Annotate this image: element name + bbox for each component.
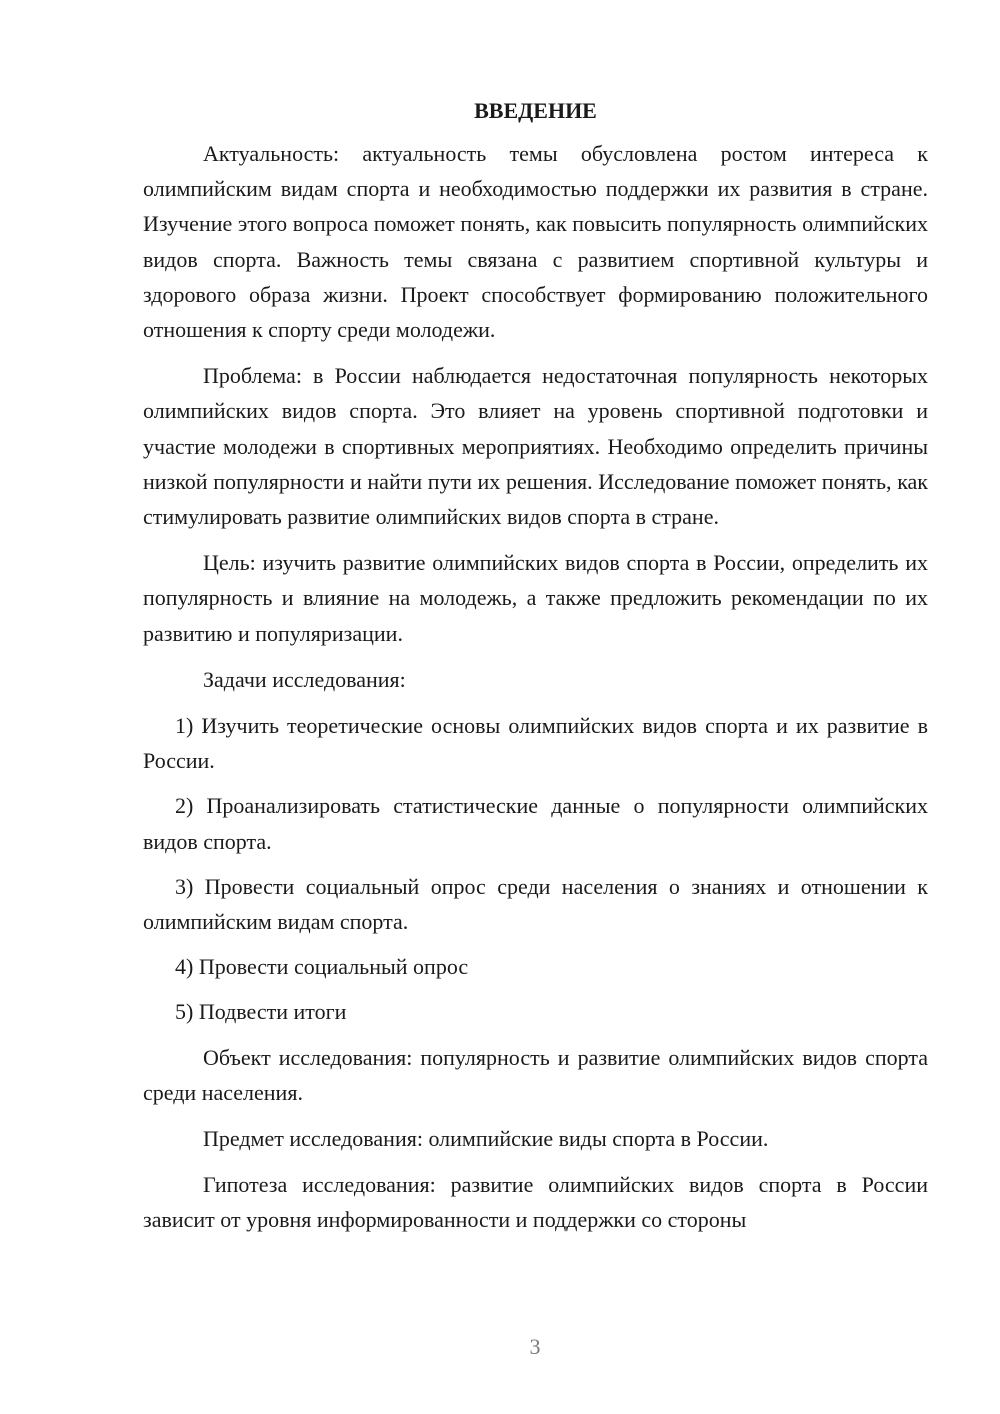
page-content	[143, 93, 928, 1249]
hypothesis-paragraph: Гипотеза исследования: развитие олимпийских видов спорта в России зависит от уровня информированности и поддержки со стороны	[143, 1172, 928, 1233]
task-item-4: 4) Провести социальный опрос	[175, 954, 469, 980]
task-item-2: 2) Проанализировать статистические данные о популярности олимпийских видов спорта.	[143, 793, 928, 854]
goal-paragraph: Цель: изучить развитие олимпийских видов спорта в России, определить их популярность и влияние на молодежь, а также предложить рекомендации по их развитию и популяризации.	[143, 550, 928, 646]
task-item-3: 3) Провести социальный опрос среди населения о знаниях и отношении к олимпийским видам спорта.	[143, 873, 928, 935]
relevance-paragraph: Актуальность: актуальность темы обусловлена ростом интереса к олимпийским видам спорта и необходимостью поддержки их развития в стране. Изучение этого вопроса поможет понять, как повысить популярность олимпийских видов спорта. Важность темы связана с развитием спортивной культуры и здорового образа жизни. Проект способствует формированию положительного отношения к спорту среди молодежи.	[143, 141, 928, 343]
subject-paragraph: Предмет исследования: олимпийские виды спорта в России.	[203, 1126, 769, 1152]
tasks-heading: Задачи исследования:	[203, 666, 406, 692]
page-number: 3	[529, 1334, 541, 1359]
task-item-1: 1) Изучить теоретические основы олимпийских видов спорта и их развитие в России.	[143, 713, 928, 774]
task-item-5: 5) Подвести итоги	[175, 999, 347, 1025]
problem-paragraph: Проблема: в России наблюдается недостаточная популярность некоторых олимпийских видов спорта. Это влияет на уровень спортивной подготовки и участие молодежи в спортивных мероприятиях. Необходимо определить причины низкой популярности и найти пути их решения. Исследование поможет понять, как стимулировать развитие олимпийских видов спорта в стране.	[143, 363, 928, 530]
page-title: ВВЕДЕНИЕ	[474, 98, 597, 123]
object-paragraph: Объект исследования: популярность и развитие олимпийских видов спорта среди населения.	[143, 1044, 928, 1105]
